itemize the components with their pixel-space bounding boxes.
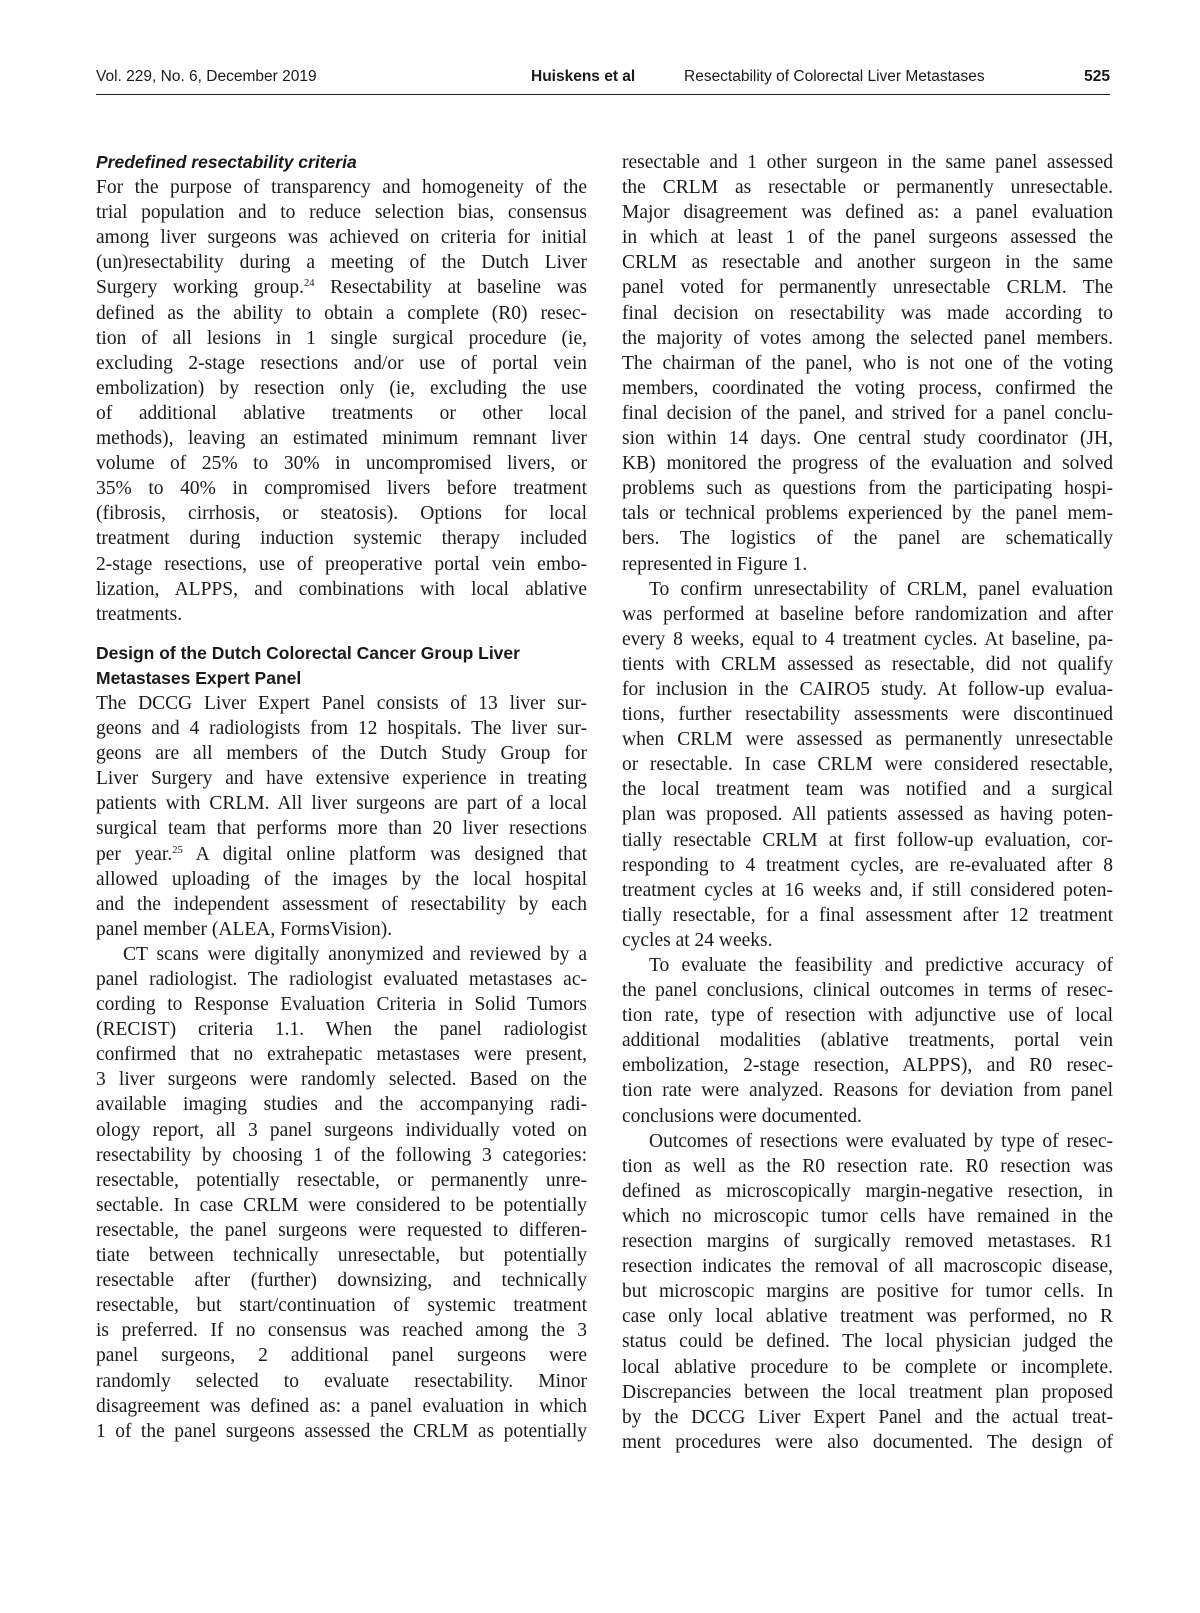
section-spacer — [96, 627, 587, 641]
text-line: cycles at 24 weeks. — [622, 929, 773, 951]
text-line: bers. The logistics of the panel are schematically — [622, 528, 1113, 550]
paragraph-resectability-criteria — [96, 175, 587, 627]
text-line: or resectable. In case CRLM were considered resectable, — [622, 754, 1113, 776]
text-line — [96, 842, 587, 867]
text-line: sion within 14 days. One central study coordinator (JH, — [622, 428, 1113, 450]
text-line: ment procedures were also documented. The design of — [622, 1431, 1113, 1453]
text-line: the panel conclusions, clinical outcomes in terms of resec- — [622, 980, 1113, 1002]
text-line: plan was proposed. All patients assessed as having poten- — [622, 804, 1113, 826]
text-line: patients with CRLM. All liver surgeons are part of a local — [96, 793, 587, 815]
text-line: final decision on resectability was made according to — [622, 302, 1113, 324]
text-line: the local treatment team was notified and a surgical — [622, 779, 1113, 801]
text-line: KB) monitored the progress of the evaluation and solved — [622, 453, 1113, 475]
text-line — [96, 275, 587, 300]
text-line: The DCCG Liver Expert Panel consists of 13 liver sur- — [96, 692, 587, 714]
text-line: case only local ablative treatment was performed, no R — [622, 1306, 1113, 1328]
paragraph-panel-composition — [96, 691, 587, 942]
text-line: lization, ALPPS, and combinations with local ablative — [96, 578, 587, 600]
text-line: resectable and 1 other surgeon in the same panel assessed — [622, 152, 1113, 173]
text-fragment: Surgery working group. — [96, 277, 304, 299]
text-line: panel member (ALEA, FormsVision). — [96, 918, 393, 940]
text-line: resectable, but start/continuation of systemic treatment — [96, 1295, 587, 1317]
text-line: CT scans were digitally anonymized and reviewed by a — [123, 943, 587, 965]
text-line: To evaluate the feasibility and predictive accuracy of — [649, 955, 1113, 976]
text-line: conclusions were documented. — [622, 1105, 862, 1127]
section-heading-expert-panel: Design of the Dutch Colorectal Cancer Group Liver — [96, 642, 520, 663]
text-line: allowed uploading of the images by the local hospital — [96, 868, 587, 890]
right-column — [622, 150, 1113, 1455]
journal-volume: Vol. 229, No. 6, December 2019 — [96, 68, 317, 85]
text-line: panel radiologist. The radiologist evaluated metastases ac- — [96, 969, 587, 990]
text-line: excluding 2-stage resections and/or use of portal vein — [96, 352, 587, 374]
text-line: resection margins of surgically removed metastases. R1 — [622, 1231, 1113, 1253]
paragraph-outcomes — [622, 1129, 1113, 1455]
left-column — [96, 150, 587, 1444]
text-line: 1 of the panel surgeons assessed the CRLM as potentially — [96, 1420, 587, 1442]
reference-24: 24 — [303, 278, 315, 290]
text-line: treatment during induction systemic therapy included — [96, 528, 587, 550]
text-line: and the independent assessment of resectability by each — [96, 893, 587, 915]
text-line: available imaging studies and the accompanying radi- — [96, 1094, 587, 1116]
text-line: the majority of votes among the selected panel members. — [622, 327, 1113, 349]
text-line: sectable. In case CRLM were considered to be potentially — [96, 1194, 587, 1216]
text-line: embolization, 2-stage resection, ALPPS), and R0 resec- — [622, 1055, 1113, 1077]
text-line: of additional ablative treatments or other local — [96, 402, 587, 424]
text-line: 35% to 40% in compromised livers before treatment — [96, 478, 587, 500]
text-line: resectable, the panel surgeons were requested to differen- — [96, 1219, 587, 1241]
running-title: Resectability of Colorectal Liver Metastases — [684, 68, 985, 85]
running-authors: Huiskens et al — [531, 68, 636, 85]
text-line: defined as microscopically margin-negative resection, in — [622, 1180, 1113, 1202]
text-line: Liver Surgery and have extensive experience in treating — [96, 768, 587, 790]
text-line: (un)resectability during a meeting of the Dutch Liver — [96, 252, 587, 274]
text-line: panel surgeons, 2 additional panel surgeons were — [96, 1345, 587, 1367]
text-line: For the purpose of transparency and homogeneity of the — [96, 177, 587, 199]
paragraph-unresectability-evaluation — [622, 577, 1113, 953]
text-line: defined as the ability to obtain a complete (R0) resec- — [96, 302, 587, 324]
text-line: embolization) by resection only (ie, excluding the use — [96, 377, 587, 399]
text-line: tially resectable, for a final assessment after 12 treatment — [622, 904, 1113, 926]
text-line: disagreement was defined as: a panel evaluation in which — [96, 1395, 587, 1417]
text-line: surgical team that performs more than 20 liver resections — [96, 818, 587, 840]
text-line: (RECIST) criteria 1.1. When the panel radiologist — [96, 1019, 587, 1041]
text-line: Outcomes of resections were evaluated by type of resec- — [649, 1130, 1113, 1152]
text-line: the CRLM as resectable or permanently unresectable. — [622, 177, 1113, 199]
text-line: CRLM as resectable and another surgeon in the same — [622, 252, 1113, 274]
text-line: which no microscopic tumor cells have remained in the — [622, 1205, 1113, 1227]
text-line: tals or technical problems experienced by the panel mem- — [622, 503, 1113, 525]
text-line: among liver surgeons was achieved on criteria for initial — [96, 227, 587, 249]
text-line: status could be defined. The local physician judged the — [622, 1331, 1113, 1353]
text-line: problems such as questions from the participating hospi- — [622, 478, 1113, 500]
text-line: randomly selected to evaluate resectability. Minor — [96, 1370, 587, 1392]
text-line: for inclusion in the CAIRO5 study. At follow-up evalua- — [622, 678, 1113, 700]
text-line: geons and 4 radiologists from 12 hospitals. The liver sur- — [96, 718, 587, 740]
page-number: 525 — [1084, 68, 1110, 85]
text-fragment: per year. — [96, 843, 173, 865]
text-line: 2-stage resections, use of preoperative portal vein embo- — [96, 553, 587, 575]
text-line: resectable, potentially resectable, or permanently unre- — [96, 1169, 587, 1191]
text-line: tion of all lesions in 1 single surgical procedure (ie, — [96, 327, 587, 349]
text-line: cording to Response Evaluation Criteria in Solid Tumors — [96, 994, 587, 1016]
text-line: Discrepancies between the local treatment plan proposed — [622, 1381, 1113, 1403]
text-line: tion as well as the R0 resection rate. R0 resection was — [622, 1155, 1113, 1177]
text-line: tients with CRLM assessed as resectable, did not qualify — [622, 653, 1113, 675]
text-line: but microscopic margins are positive for tumor cells. In — [622, 1281, 1113, 1303]
text-line: is preferred. If no consensus was reached among the 3 — [96, 1320, 587, 1342]
text-line: tion rate, type of resection with adjunctive use of local — [622, 1005, 1113, 1027]
text-line: treatment cycles at 16 weeks and, if still considered poten- — [622, 879, 1113, 901]
text-line: tially resectable CRLM at first follow-up evaluation, cor- — [622, 829, 1113, 851]
paragraph-disagreement — [622, 150, 1113, 577]
text-line: trial population and to reduce selection bias, consensus — [96, 202, 587, 224]
text-line: when CRLM were assessed as permanently unresectable — [622, 729, 1113, 751]
text-line: tiate between technically unresectable, but potentially — [96, 1245, 587, 1267]
text-line: final decision of the panel, and strived for a panel conclu- — [622, 402, 1113, 424]
text-line: by the DCCG Liver Expert Panel and the actual treat- — [622, 1406, 1113, 1428]
text-line: was performed at baseline before randomization and after — [622, 603, 1113, 625]
text-line: geons are all members of the Dutch Study Group for — [96, 743, 587, 765]
paragraph-feasibility — [622, 953, 1113, 1129]
text-line: local ablative procedure to be complete or incomplete. — [622, 1356, 1113, 1378]
text-line: in which at least 1 of the panel surgeons assessed the — [622, 227, 1113, 249]
text-line: resection indicates the removal of all macroscopic disease, — [622, 1256, 1113, 1278]
text-line: Major disagreement was defined as: a panel evaluation — [622, 202, 1113, 224]
section-heading-resectability-criteria: Predefined resectability criteria — [96, 152, 357, 172]
paragraph-ct-scans — [96, 942, 587, 1444]
text-line: methods), leaving an estimated minimum remnant liver — [96, 428, 587, 450]
running-header — [96, 66, 1110, 95]
text-line: tion rate were analyzed. Reasons for deviation from panel — [622, 1080, 1113, 1102]
text-line: resectable after (further) downsizing, and technically — [96, 1270, 587, 1292]
text-line: represented in Figure 1. — [622, 553, 808, 575]
text-line: confirmed that no extrahepatic metastases were present, — [96, 1044, 587, 1066]
text-line: panel voted for permanently unresectable CRLM. The — [622, 277, 1113, 299]
text-line: every 8 weeks, equal to 4 treatment cycles. At baseline, pa- — [622, 628, 1113, 650]
text-line: (fibrosis, cirrhosis, or steatosis). Options for local — [96, 503, 587, 525]
text-line: The chairman of the panel, who is not one of the voting — [622, 352, 1113, 374]
text-line: 3 liver surgeons were randomly selected. Based on the — [96, 1069, 587, 1091]
reference-25: 25 — [172, 844, 183, 856]
text-line: treatments. — [96, 603, 183, 625]
text-line: resectability by choosing 1 of the following 3 categories: — [96, 1144, 587, 1166]
text-line: members, coordinated the voting process, confirmed the — [622, 377, 1113, 399]
text-fragment: Resectability at baseline was — [314, 277, 587, 299]
text-line: tions, further resectability assessments were discontinued — [622, 704, 1113, 726]
text-line: responding to 4 treatment cycles, are re-evaluated after 8 — [622, 854, 1113, 876]
text-line: To confirm unresectability of CRLM, panel evaluation — [649, 578, 1113, 600]
text-line: volume of 25% to 30% in uncompromised livers, or — [96, 453, 587, 475]
section-heading-expert-panel-cont: Metastases Expert Panel — [96, 667, 302, 688]
text-line: additional modalities (ablative treatments, portal vein — [622, 1030, 1113, 1052]
text-fragment: A digital online platform was designed that — [182, 843, 587, 865]
text-line: ology report, all 3 panel surgeons individually voted on — [96, 1119, 587, 1141]
